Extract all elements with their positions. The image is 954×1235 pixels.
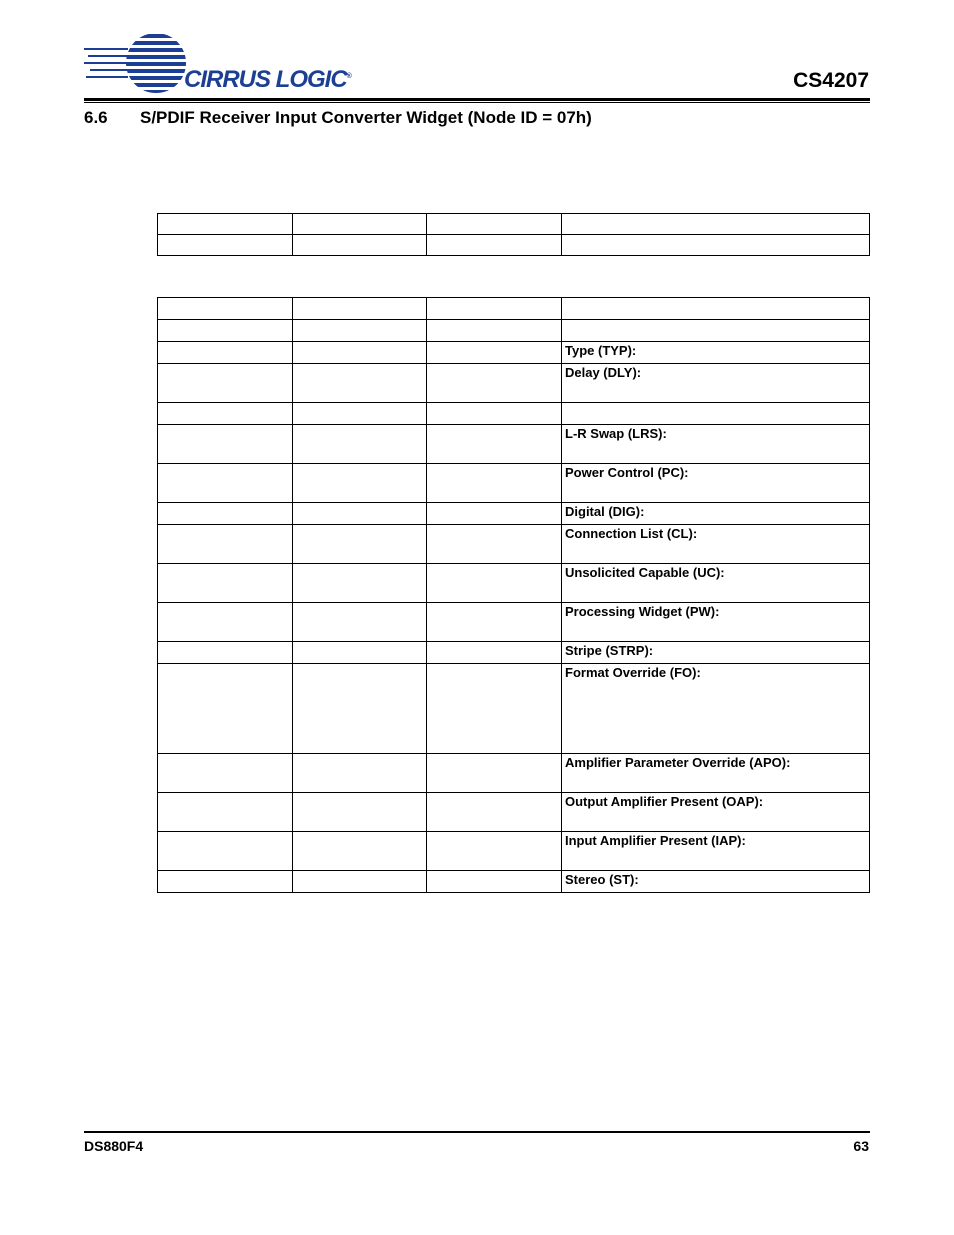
table-cell-c4: Power Control (PC): [562,464,870,503]
table-cell-c4: Type (TYP): [562,342,870,364]
table-cell-c1 [158,664,293,754]
table-row [158,320,870,342]
header-rule [84,98,870,101]
table-cell-c3 [427,525,562,564]
table-cell-c2 [293,603,427,642]
table-cell-c3 [427,642,562,664]
table-cell-c4: Processing Widget (PW): [562,603,870,642]
table-cell-c1 [158,298,293,320]
table-row [158,403,870,425]
table-cell-c3 [427,832,562,871]
table-cell-c3 [427,298,562,320]
table-cell-c2 [293,664,427,754]
table-cell-c2 [293,564,427,603]
table-row [158,603,870,642]
table-cell-c2 [293,793,427,832]
table-cell-c2 [293,754,427,793]
table-row [158,642,870,664]
table-row [158,464,870,503]
table-row [158,793,870,832]
table-cell-c4: Input Amplifier Present (IAP): [562,832,870,871]
table-cell-c1 [158,214,293,235]
table-cell-c2 [293,503,427,525]
section-title: S/PDIF Receiver Input Converter Widget (Node ID = 07h) [140,108,592,127]
table-cell-c4 [562,214,870,235]
table-cell-c1 [158,425,293,464]
table-row [158,871,870,893]
table-cell-c1 [158,235,293,256]
table-cell-c2 [293,298,427,320]
table-cell-c4 [562,320,870,342]
table-cell-c4 [562,235,870,256]
table-cell-c4: Output Amplifier Present (OAP): [562,793,870,832]
table-row [158,425,870,464]
table-cell-c2 [293,214,427,235]
table-cell-c1 [158,871,293,893]
table-cell-c4: Delay (DLY): [562,364,870,403]
table-cell-c3 [427,664,562,754]
table-row [158,214,870,235]
widget-capabilities-table [157,297,870,893]
section-number: 6.6 [84,108,108,127]
table-cell-c3 [427,754,562,793]
table-cell-c4: Unsolicited Capable (UC): [562,564,870,603]
table-cell-c3 [427,793,562,832]
table-cell-c2 [293,425,427,464]
table-cell-c2 [293,364,427,403]
table-cell-c2 [293,403,427,425]
table-row [158,235,870,256]
table-cell-c1 [158,793,293,832]
table-row [158,564,870,603]
table-cell-c3 [427,503,562,525]
document-id: DS880F4 [84,1138,144,1154]
table-cell-c4: Digital (DIG): [562,503,870,525]
table-cell-c4: Amplifier Parameter Override (APO): [562,754,870,793]
table-cell-c1 [158,403,293,425]
table-cell-c1 [158,525,293,564]
table-row [158,664,870,754]
table-cell-c2 [293,871,427,893]
page-number: 63 [853,1138,869,1154]
table-cell-c3 [427,235,562,256]
footer-rule [84,1131,870,1133]
table-cell-c4: Stereo (ST): [562,871,870,893]
table-cell-c3 [427,425,562,464]
table-row [158,342,870,364]
part-number: CS4207 [793,69,869,92]
table-cell-c1 [158,364,293,403]
table-cell-c4 [562,403,870,425]
table-cell-c1 [158,564,293,603]
table-cell-c3 [427,214,562,235]
table-cell-c1 [158,342,293,364]
table-cell-c4 [562,298,870,320]
table-cell-c3 [427,564,562,603]
node-info-table [157,213,870,256]
table-row [158,298,870,320]
table-row [158,832,870,871]
table-cell-c2 [293,235,427,256]
table-cell-c2 [293,525,427,564]
table-cell-c1 [158,464,293,503]
table-cell-c1 [158,320,293,342]
section-heading [84,108,592,128]
table-cell-c2 [293,320,427,342]
table-row [158,503,870,525]
table-cell-c1 [158,603,293,642]
header-rule-thin [84,102,870,103]
table-cell-c4: L-R Swap (LRS): [562,425,870,464]
table-cell-c1 [158,642,293,664]
table-cell-c3 [427,320,562,342]
table-cell-c3 [427,464,562,503]
table-cell-c1 [158,503,293,525]
table-cell-c2 [293,642,427,664]
table-cell-c4: Stripe (STRP): [562,642,870,664]
table-cell-c1 [158,754,293,793]
table-cell-c2 [293,342,427,364]
table-row [158,525,870,564]
table-row [158,754,870,793]
table-row [158,364,870,403]
table-cell-c3 [427,603,562,642]
table-cell-c4: Format Override (FO): [562,664,870,754]
table-cell-c3 [427,342,562,364]
table-cell-c2 [293,832,427,871]
logo-wordmark: CIRRUS LOGIC® [184,66,351,93]
table-cell-c1 [158,832,293,871]
table-cell-c3 [427,364,562,403]
table-cell-c3 [427,871,562,893]
table-cell-c3 [427,403,562,425]
table-cell-c2 [293,464,427,503]
table-cell-c4: Connection List (CL): [562,525,870,564]
